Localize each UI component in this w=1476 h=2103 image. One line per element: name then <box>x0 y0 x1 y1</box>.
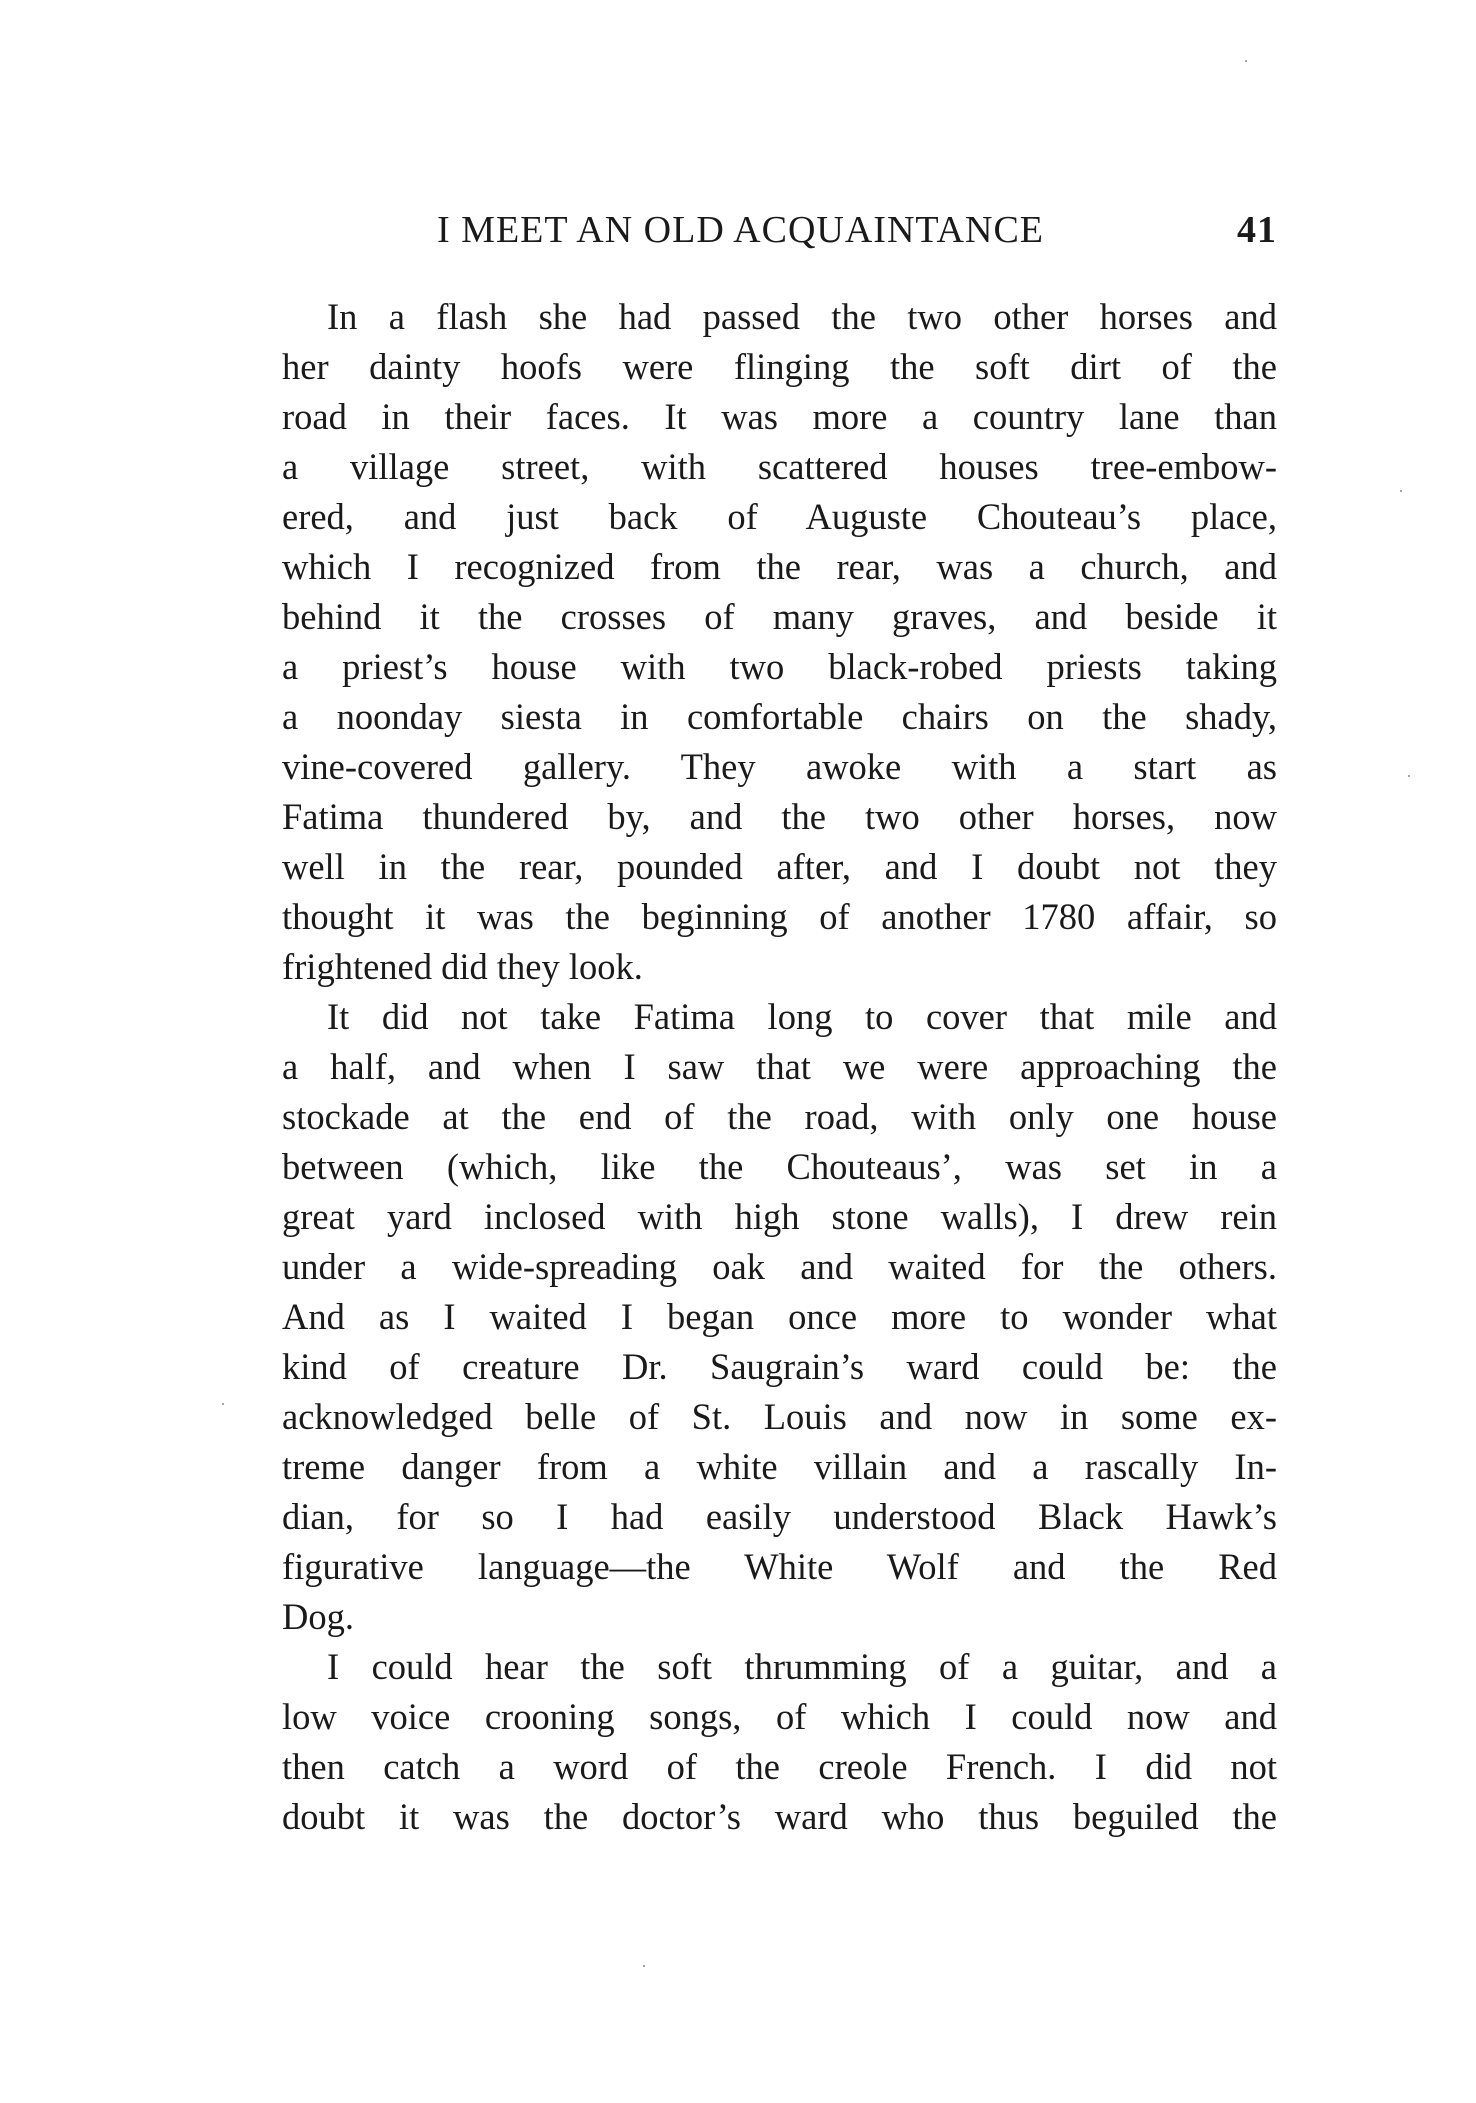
text-line: It did not take Fatima long to cover that mile and <box>327 996 1277 1037</box>
text-line: acknowledged belle of St. Louis and now in some ex- <box>282 1396 1277 1437</box>
text-line: frightened did they look. <box>282 946 643 987</box>
text-line: behind it the crosses of many graves, and beside it <box>282 596 1277 637</box>
text-line: between (which, like the Chouteaus’, was set in a <box>282 1146 1277 1187</box>
text-line: vine-covered gallery. They awoke with a start as <box>282 746 1277 787</box>
body-text <box>282 292 1277 1842</box>
text-line: her dainty hoofs were flinging the soft dirt of the <box>282 346 1277 387</box>
text-line: treme danger from a white villain and a rascally In- <box>282 1446 1277 1487</box>
text-line: And as I waited I began once more to wonder what <box>282 1296 1277 1337</box>
text-line: a village street, with scattered houses tree-embow- <box>282 446 1277 487</box>
text-line: kind of creature Dr. Saugrain’s ward could be: the <box>282 1346 1277 1387</box>
text-line: Fatima thundered by, and the two other horses, now <box>282 796 1277 837</box>
paper-speck <box>1245 60 1247 62</box>
paper-speck <box>222 1403 224 1405</box>
paper-speck <box>1408 775 1410 777</box>
text-line: a priest’s house with two black-robed priests taking <box>282 646 1277 687</box>
text-line: ered, and just back of Auguste Chouteau’s place, <box>282 496 1277 537</box>
text-line: well in the rear, pounded after, and I doubt not they <box>282 846 1277 887</box>
text-line: doubt it was the doctor’s ward who thus beguiled the <box>282 1796 1277 1837</box>
text-line: great yard inclosed with high stone walls), I drew rein <box>282 1196 1277 1237</box>
text-line: stockade at the end of the road, with only one house <box>282 1096 1277 1137</box>
text-line: then catch a word of the creole French. I did not <box>282 1746 1277 1787</box>
text-line: under a wide-spreading oak and waited for the others. <box>282 1246 1277 1287</box>
text-line: Dog. <box>282 1596 354 1637</box>
running-header <box>282 208 1277 258</box>
paper-speck <box>643 1965 645 1967</box>
text-line: thought it was the beginning of another 1780 affair, so <box>282 896 1277 937</box>
page-number: 41 <box>1237 209 1277 251</box>
paper-speck <box>1400 490 1402 492</box>
text-line: low voice crooning songs, of which I could now and <box>282 1696 1277 1737</box>
text-line: dian, for so I had easily understood Black Hawk’s <box>282 1496 1277 1537</box>
text-line: road in their faces. It was more a country lane than <box>282 396 1277 437</box>
text-line: In a flash she had passed the two other horses and <box>327 296 1277 337</box>
text-line: which I recognized from the rear, was a church, and <box>282 546 1277 587</box>
text-line: I could hear the soft thrumming of a guitar, and a <box>327 1646 1277 1687</box>
text-line: a noonday siesta in comfortable chairs on the shady, <box>282 696 1277 737</box>
text-line: a half, and when I saw that we were approaching the <box>282 1046 1277 1087</box>
text-line: figurative language—the White Wolf and the Red <box>282 1546 1277 1587</box>
running-title: I MEET AN OLD ACQUAINTANCE <box>437 209 1045 251</box>
